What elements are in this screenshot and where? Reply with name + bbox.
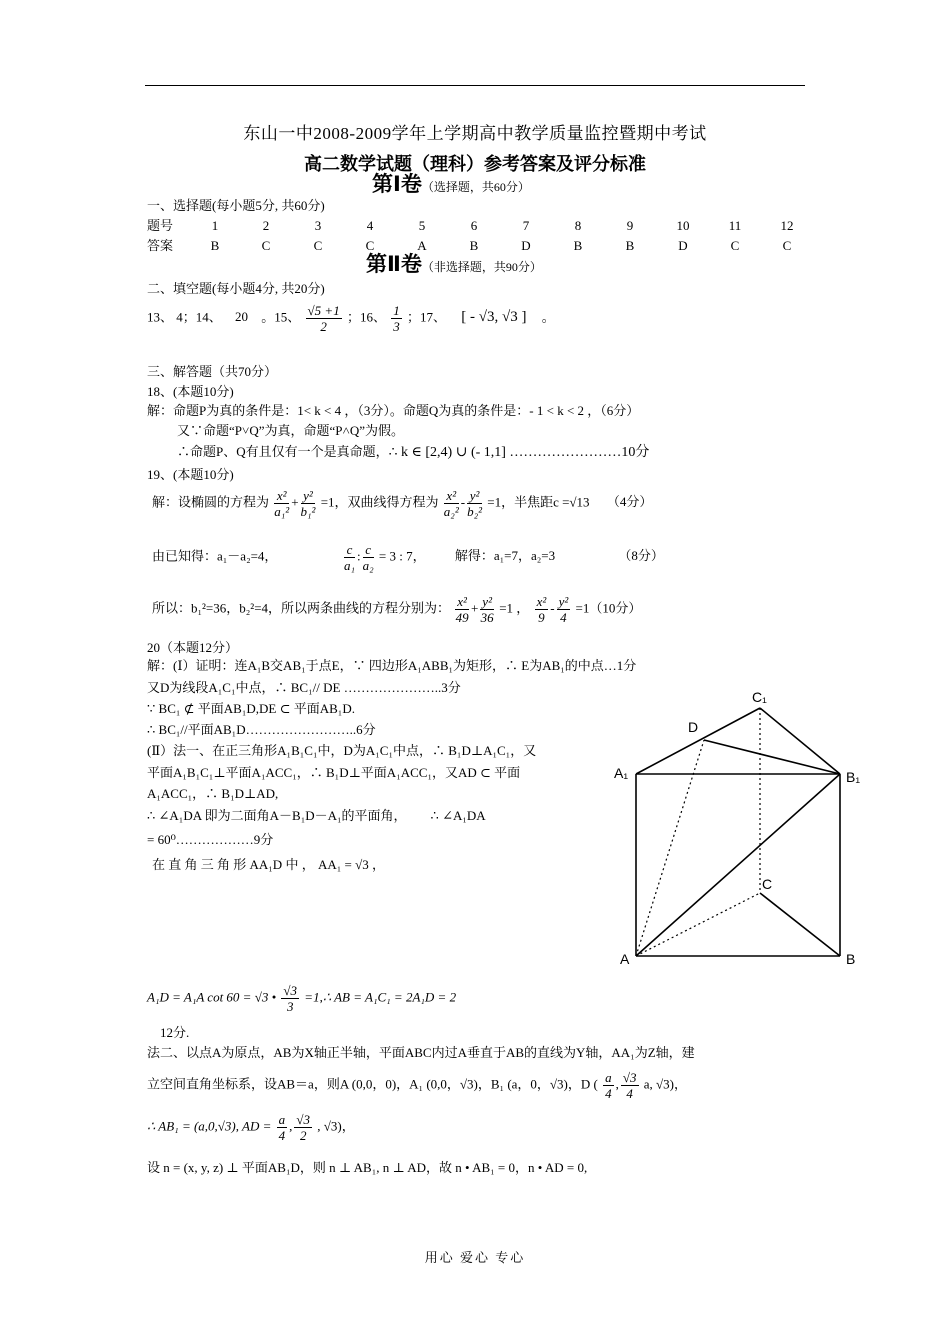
answer-cell: B (469, 238, 479, 253)
frac-c-a1: $\frac{c}{\text{a₁}}$ (343, 542, 355, 573)
q19-l1-text-c: =1，半焦距c = (487, 494, 570, 510)
question-number-cell: 1 (211, 218, 219, 233)
row-label-a: 答案 (147, 238, 174, 253)
q20-line12: 12分. (160, 1025, 190, 1040)
answer-cell: C (261, 238, 271, 253)
q20-line7: A₁ACC₁，∴ B₁D⊥AD, (147, 786, 279, 801)
q19-l1-score: （4分） (606, 494, 653, 510)
frac-a-4b: $\frac{a}{4}$ (278, 1112, 286, 1143)
q19-heading: 19、(本题10分) (147, 467, 234, 482)
q20-l11-text-b: =1,∴ AB = A₁C₁ = 2A₁D = 2 (304, 989, 457, 1005)
q18-line2: 又∵命题“P˅Q”为真，命题“P˄Q”为假。 (177, 423, 404, 438)
edge-a1-c1 (636, 708, 760, 774)
ans-end: 。 (541, 309, 555, 325)
answer-cell: B (625, 238, 635, 253)
frac-x2-a2: $\frac{\text{x²}}{\text{a₂²}}$ (443, 488, 459, 519)
frac-x2-49: $\frac{\text{x²}}{49}$ (455, 594, 469, 625)
vol2-heading (366, 251, 542, 277)
answer-cell: C (782, 238, 792, 253)
q20-line9: = 60⁰………………9分 (147, 832, 274, 847)
q20-line10: 在 直 角 三 角 形 AA₁D 中 ， AA₁ = √3 ， (152, 857, 385, 872)
page-footer: 用心 爱心 专心 (424, 1250, 526, 1265)
vol1-heading (372, 171, 530, 197)
q19-line1: 解：设椭圆的方程为 $\frac{\text{x²}}{\text{a₁²}}$ + $\frac{\text{y²}}{\text{b₁²}}$ =1，双曲线得方程为 $\frac{\text{x²}}{\text{a₂²}}$ - $\frac{\text{y²}}{\text{b₂²}}$ =1，半焦距c =√13 （4分） (152, 488, 653, 519)
q20-line2: 又D为线段A₁C₁中点，∴ BC₁// DE …………………..3分 (147, 680, 461, 695)
answer-cell: B (210, 238, 220, 253)
q20-line13: 法二、以点A为原点，AB为X轴正半轴，平面ABC内过A垂直于AB的直线为Y轴，AA₁为Z轴，建 (147, 1045, 695, 1060)
frac-a-4: $\frac{a}{4}$ (605, 1070, 612, 1101)
label-d: D (688, 719, 699, 735)
question-number-cell: 6 (470, 218, 478, 233)
q18-line1: 解：命题P为真的条件是：1< k < 4 ，（3分）。命题Q为真的条件是：- 1 < k < 2 ，（6分） (147, 403, 640, 418)
answer-cell: D (521, 238, 531, 253)
label-c1: C₁ (752, 689, 767, 705)
answer-cell: C (365, 238, 375, 253)
top-rule (145, 85, 805, 86)
q20-heading: 20（本题12分） (147, 640, 239, 655)
q19-l3-text: 所以：b₁²=36，b₂²=4，所以两条曲线的方程分别为： (152, 600, 451, 616)
question-number-cell: 11 (728, 218, 742, 233)
frac-c-a2: $\frac{c}{\text{a₂}}$ (362, 542, 374, 573)
q18-line3-set: ∴ k ∈ [2,4) ∪ (- 1,1] ……………………10分 (388, 445, 650, 460)
label-b: B (846, 951, 856, 967)
frac-y2-b1: $\frac{\text{y²}}{\text{b₁²}}$ (300, 488, 316, 519)
q20-line4: ∴ BC₁//平面AB₁D……………………..6分 (147, 722, 376, 737)
ans16-fraction: $\frac{1}{3}$ (393, 303, 400, 334)
segment-a-d (636, 740, 704, 956)
q19-l1-sqrt13: √13 (569, 494, 590, 510)
edge-a-c (636, 893, 760, 956)
q19-line3: 所以：b₁²=36，b₂²=4，所以两条曲线的方程分别为： $\frac{\text{x²}}{49}$ + $\frac{\text{y²}}{36}$ =1 ， $\frac{\text{x²}}{9}$ - $\frac{\text{y²}}{4}$ =1（10分） (152, 594, 642, 625)
section2-heading: 二、填空题(每小题4分, 共20分) (147, 281, 325, 296)
q18-heading: 18、(本题10分) (147, 384, 234, 399)
q19-l2-ratio: = 3 : 7， (378, 548, 426, 564)
answer-cell: D (678, 238, 688, 253)
q19-l2-text-a: 由已知得：a₁－a₂=4， (152, 548, 278, 564)
document-subtitle: 高二数学试题（理科）参考答案及评分标准 (304, 154, 646, 174)
question-number-cell: 3 (314, 218, 322, 233)
segment-a-b1 (636, 774, 840, 956)
q20-line8 (147, 808, 486, 824)
label-a1: A₁ (614, 765, 629, 781)
q19-l3-eq2: =1（10分） (575, 600, 642, 616)
q20-l14-text-b: a, √3)， (643, 1076, 687, 1092)
answer-cell: C (730, 238, 740, 253)
q19-l2-score: （8分） (618, 548, 664, 564)
section1-heading: 一、选择题(每小题5分, 共60分) (147, 198, 325, 213)
edge-c-b (760, 893, 840, 956)
question-number-cell: 12 (780, 218, 794, 233)
question-number-cell: 5 (418, 218, 426, 233)
q20-line15: ∴ AB₁ = (a,0,√3), AD = $\frac{a}{4}$ , $\frac{√3}{2}$ , √3)， (147, 1112, 355, 1143)
ans16-label: ；16、 (346, 309, 386, 325)
ans13-label: 13、 4；14、 (147, 309, 222, 325)
question-number-cell: 10 (676, 218, 690, 233)
row-label-q: 题号 (147, 218, 174, 233)
document-title: 东山一中2008-2009学年上学期高中教学质量监控暨期中考试 (243, 124, 707, 143)
q19-l1-text-a: 解：设椭圆的方程为 (152, 494, 270, 510)
vol1-note: （选择题，共60分） (421, 180, 530, 194)
q20-line11 (147, 983, 456, 1014)
section3-heading: 三、解答题（共70分） (147, 364, 278, 379)
label-c: C (762, 876, 773, 892)
q20-line1: 解：(Ⅰ）证明：连A₁B交AB₁于点E，∵ 四边形A₁ABB₁为矩形，∴ E为AB₁的中点…1分 (147, 658, 637, 673)
ans14-value: 20 (235, 309, 249, 325)
question-number-cell: 8 (574, 218, 582, 233)
q19-l3-eq1: =1 ， (499, 600, 530, 616)
ans15-label: 。15、 (261, 309, 301, 325)
frac-r3-3: $\frac{√3}{3}$ (283, 983, 298, 1014)
q20-l11-text-a: A₁D = A₁A cot 60 = √3 • (147, 989, 277, 1005)
q20-line14: 立空间直角坐标系，设AB＝a，则A (0,0，0)，A₁ (0,0，√3)，B₁ (a，0，√3)，D ( $\frac{a}{4}$ , $\frac{√3}{4}$ a, √3)， (147, 1070, 687, 1101)
ans17-value: [ - √3, √3 ] (461, 309, 527, 326)
frac-x2-a1: $\frac{\text{x²}}{\text{a₁²}}$ (274, 488, 290, 519)
prism-figure (600, 680, 880, 970)
frac-y2-b2: $\frac{\text{y²}}{\text{b₂²}}$ (467, 488, 482, 519)
answer-cell: A (417, 238, 427, 253)
q19-line2: 由已知得：a₁－a₂=4， $\frac{c}{\text{a₁}}$ : $\frac{c}{\text{a₂}}$ = 3 : 7， 解得：a₁=7，a₂=3 （8分） (152, 542, 664, 573)
question-number-cell: 4 (366, 218, 374, 233)
question-number-cell: 9 (626, 218, 634, 233)
ans17-label: ；17、 (406, 309, 446, 325)
vol2-label: 第Ⅱ卷 (366, 252, 422, 276)
q20-l14-text-a: 立空间直角坐标系，设AB＝a，则A (0,0，0)，A₁ (0,0，√3)，B₁ (a，0，√3)，D ( (147, 1076, 598, 1092)
answer-cell: B (573, 238, 583, 253)
vol1-label: 第Ⅰ卷 (372, 172, 422, 196)
q20-line16: 设 n = (x, y, z) ⊥ 平面AB₁D，则 n ⊥ AB₁, n ⊥ AD，故 n • AB₁ = 0，n • AD = 0, (147, 1160, 588, 1175)
frac-r3-2: $\frac{√3}{2}$ (296, 1112, 311, 1143)
q20-l15-text-a: ∴ AB₁ = (a,0,√3), AD = (147, 1118, 272, 1134)
label-a: A (620, 951, 630, 967)
question-number-cell: 7 (522, 218, 530, 233)
frac-y2-4: $\frac{\text{y²}}{4}$ (558, 594, 569, 625)
q20-l8-angle: ∴ ∠A₁DA (430, 808, 486, 823)
frac-r3-4: $\frac{√3}{4}$ (622, 1070, 637, 1101)
answer-cell: C (313, 238, 323, 253)
fill-in-answers (147, 303, 555, 334)
q18-line3 (177, 444, 649, 462)
q20-l8-text: ∴ ∠A₁DA 即为二面角A－B₁D－A₁的平面角， (147, 808, 407, 823)
q19-l2-solution: 解得：a₁=7，a₂=3 (454, 548, 556, 564)
q19-l1-text-b: =1，双曲线得方程为 (320, 494, 439, 510)
q18-line3-text: ∴命题P、Q有且仅有一个是真命题， (177, 444, 389, 459)
q20-line5: (Ⅱ）法一、在正三角形A₁B₁C₁中，D为A₁C₁中点，∴ B₁D⊥A₁C₁，又 (147, 743, 537, 758)
q20-l15-text-b: , √3)， (317, 1118, 355, 1134)
vol2-note: （非选择题，共90分） (421, 260, 542, 274)
question-number-cell: 2 (262, 218, 270, 233)
label-b1: B₁ (846, 769, 861, 785)
frac-y2-36: $\frac{\text{y²}}{36}$ (480, 594, 494, 625)
frac-x2-9: $\frac{\text{x²}}{9}$ (536, 594, 547, 625)
ans15-fraction: $\frac{√5 +1}{2}$ (307, 303, 340, 334)
q20-line3: ∵ BC₁ ⊄ 平面AB₁D,DE ⊂ 平面AB₁D. (147, 701, 355, 716)
q20-line6: 平面A₁B₁C₁⊥平面A₁ACC₁，∴ B₁D⊥平面A₁ACC₁，又AD ⊂ 平面 (147, 765, 521, 780)
